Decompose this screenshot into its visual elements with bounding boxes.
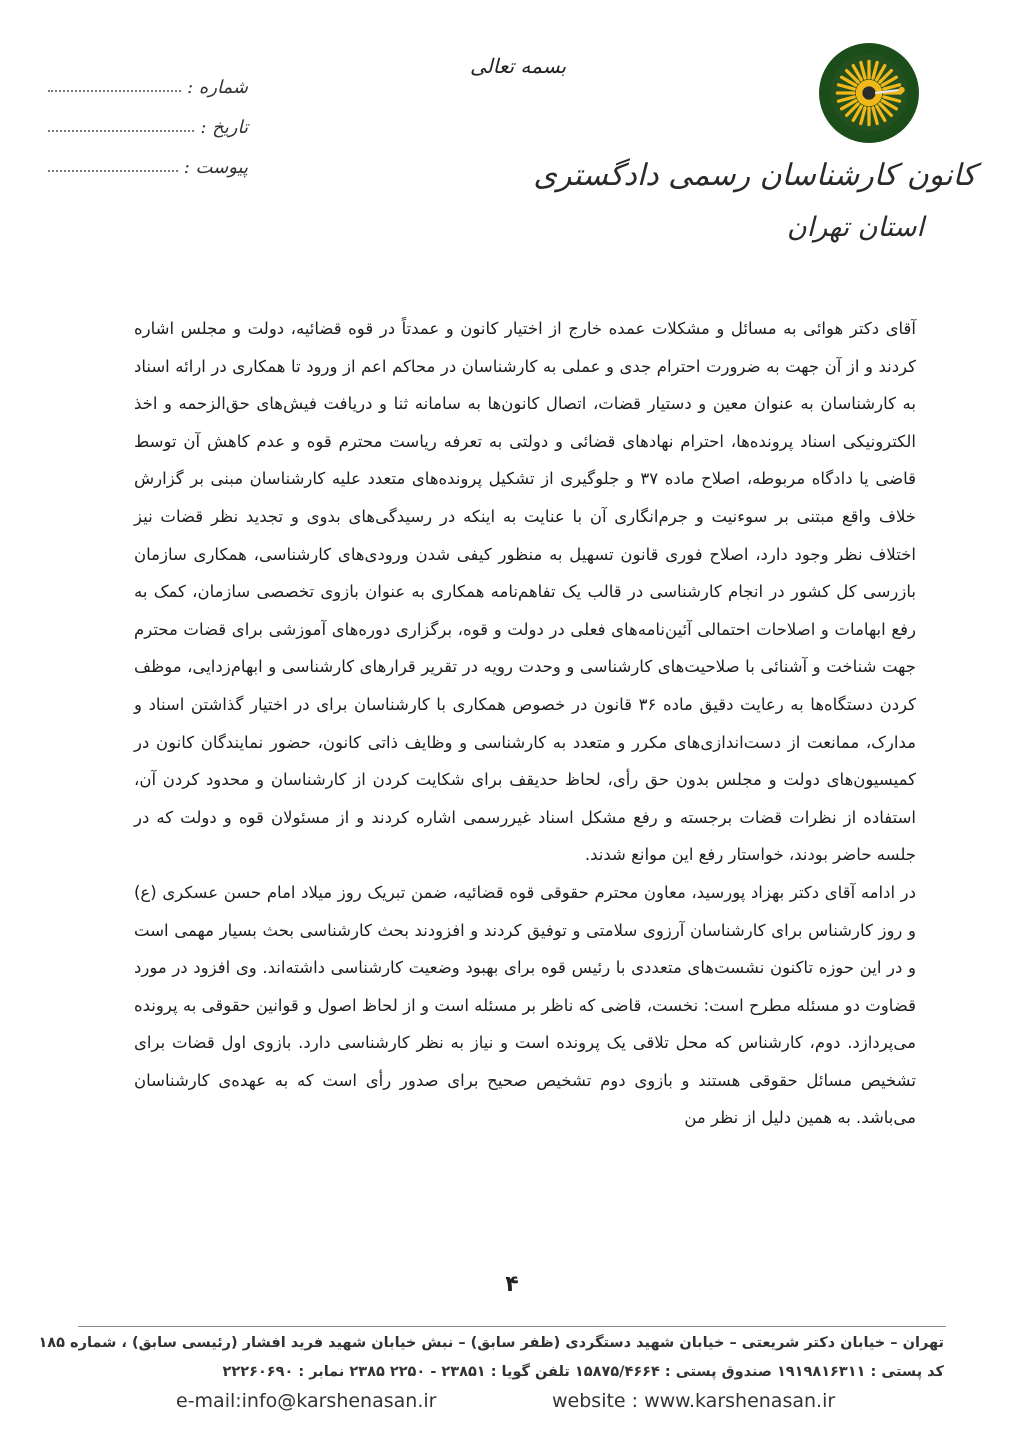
date-dotted-line [48,130,194,132]
body-paragraph-1: آقای دکتر هوائی به مسائل و مشکلات عمده خارج از اختیار کانون و عمدتاً در قوه قضائیه، دولت و مجلس اشاره کردند و از آن جهت به ضرورت احترام جدی و عملی به کارشناسان در محاکم اعم از ورود تا همکاری در ارائه اسناد به کارشناسان به عنوان معین و دستیار قضات، اتصال کانون‌ها به سامانه ثنا و دریافت فیش‌های حق‌الزحمه و اخذ الکترونیکی اسناد پرونده‌ها، احترام نهادهای قضائی و دولتی به تعرفه ریاست محترم قوه و عدم کاهش آن توسط قاضی یا دادگاه مربوطه، اصلاح ماده ۳۷ و جلوگیری از تشکیل پرونده‌های متعدد علیه کارشناسان مبنی بر گزارش خلاف واقع مبتنی بر سوءنیت و جرم‌انگاری آن با عنایت به اینکه در رسیدگی‌های بدوی و تجدید نظر قضات نیز اختلاف نظر وجود دارد، اصلاح فوری قانون تسهیل به منظور کیفی شدن ورودی‌های کارشناسی، همکاری سازمان بازرسی کل کشور در انجام کارشناسی در قالب یک تفاهم‌نامه همکاری به عنوان بازوی تخصصی سازمان، کمک به رفع ابهامات و اصلاحات احتمالی آئین‌نامه‌های فعلی در دولت و قوه، برگزاری دوره‌های آموزشی برای قضات محترم جهت شناخت و آشنائی با صلاحیت‌های کارشناسی و وحدت رویه در تقریر قرارهای کارشناسی و ابهام‌زدایی، موظف کردن دستگاه‌ها به رعایت دقیق ماده ۳۶ قانون در خصوص همکاری با کارشناسان برای در اختیار گذاشتن اسناد و مدارک، ممانعت از دست‌اندازی‌های مکرر و متعدد به کارشناسی و وظایف ذاتی کانون، حضور نمایندگان کانون در کمیسیون‌های دولت و مجلس بدون حق رأی، لحاظ حدیقف برای شکایت کردن از کارشناسان و محدود کردن آن، استفاده از نظرات قضات برجسته و رفع مشکل اسناد غیررسمی اشاره کردند و از مسئولان قوه و دولت که در جلسه حاضر بودند، خواستار رفع این موانع شدند. [134,319,916,865]
attachment-dotted-line [48,170,178,172]
footer-address: تهران – خیابان دکتر شریعتی – خیابان شهید دستگردی (ظفر سابق) – نبش خیابان شهید فرید افشار (رئیسی سابق) ، شماره ۱۸۵ [38,1335,944,1351]
footer-divider [78,1326,946,1327]
date-label: تاریخ : [200,117,248,138]
basmala-heading: بسمه تعالی [470,54,567,78]
footer-website: website : www.karshenasan.ir [552,1390,836,1412]
date-field [48,98,248,138]
footer-email: e-mail:info@karshenasan.ir [176,1390,437,1412]
attachment-label: پیوست : [183,157,248,178]
letter-meta-fields [48,58,248,178]
organization-province: استان تهران [786,212,924,243]
number-field [48,58,248,98]
attachment-field [48,138,248,178]
body-paragraph-2: در ادامه آقای دکتر بهزاد پورسید، معاون محترم حقوقی قوه قضائیه، ضمن تبریک روز میلاد امام حسن عسکری (ع) و روز کارشناس برای کارشناسان آرزوی سلامتی و توفیق کردند و افزودند بحث کارشناسی بحث بسیار مهمی است و در این حوزه تاکنون نشست‌های متعددی با رئیس قوه برای بهبود وضعیت کارشناسی داشته‌اند. وی افزود در مورد قضاوت دو مسئله مطرح است: نخست، قاضی که ناظر بر مسئله است و از لحاظ اصول و قوانین حقوقی به پرونده می‌پردازد. دوم، کارشناس که محل تلاقی یک پرونده است و نیاز به نظر کارشناسی دارد. بازوی اول قضات برای تشخیص مسائل حقوقی هستند و بازوی دوم تشخیص صحیح برای صدور رأی است که به عهده‌ی کارشناسان می‌باشد. به همین دلیل از نظر من [134,882,916,1128]
page-number: ۴ [505,1272,519,1297]
kanoon-logo-icon [818,42,920,144]
footer-contact-numbers: کد پستی : ۱۹۱۹۸۱۶۳۱۱ صندوق پستی : ۱۵۸۷۵/۴۶۶۴ تلفن گویا : ۲۳۸۵۱ - ۲۲۵۰ ۲۳۸۵ نمابر : ۲۲۲۶۰۶۹۰ [222,1364,944,1380]
number-dotted-line [48,90,181,92]
letter-body [134,310,916,1137]
number-label: شماره : [187,77,248,98]
footer-web-row [0,1390,1024,1420]
organization-name: کانون کارشناسان رسمی دادگستری [533,158,976,193]
